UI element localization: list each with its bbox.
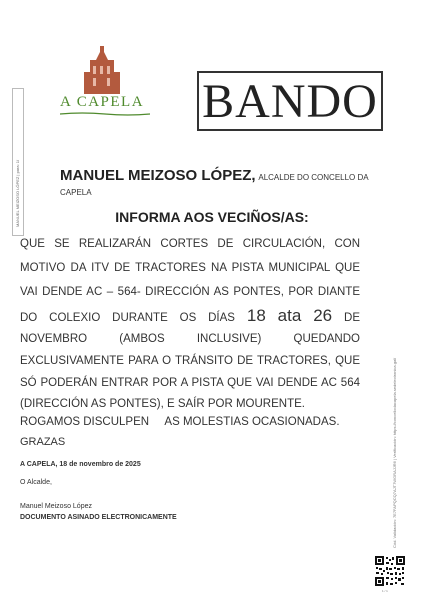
body-line-1: QUE SE REALIZARÁN CORTES DE CIRCULACIÓN, CON bbox=[20, 238, 360, 250]
castle-logo-icon bbox=[46, 46, 158, 94]
signed-note: DOCUMENTO ASINADO ELECTRONICAMENTE bbox=[20, 514, 177, 521]
body-line-9: ROGAMOS DISCULPEN AS MOLESTIAS OCASIONADAS. bbox=[20, 416, 340, 428]
body-line-4-b: DURANTE OS DÍAS bbox=[112, 312, 235, 324]
ata-word: ata bbox=[277, 306, 302, 325]
closing-text: GRAZAS bbox=[20, 436, 66, 448]
body-line-4 bbox=[20, 306, 360, 328]
signoff-text: O Alcalde, bbox=[20, 479, 52, 486]
signer-name: Manuel Meizoso López bbox=[20, 503, 92, 510]
start-day: 18 bbox=[246, 306, 266, 325]
body-line-2: MOTIVO DA ITV DE TRACTORES NA PISTA MUNICIPAL QUE bbox=[20, 262, 360, 274]
stamp-left-text: MANUEL MEIZOSO LÓPEZ | para: 1/ bbox=[15, 159, 20, 227]
logo-text: A CAPELA bbox=[59, 94, 145, 110]
body-line-6: EXCLUSIVAMENTE PARA O TRÁNSITO DE TRACTORES, QUE bbox=[20, 355, 360, 367]
validation-stamp-text: Cód. Validación: 7E7FAPQCQ7AJT7WGRAJJR6 | Verificación: https://concellodacapela.sedelectronica.gal/ bbox=[392, 357, 397, 548]
body-line-8: (DIRECCIÓN AS PONTES), E SAÍR POR MOURENTE. bbox=[20, 398, 305, 410]
body-line-3: VAI DENDE AC – 564- DIRECCIÓN AS PONTES, POR DIANTE bbox=[20, 286, 360, 298]
bando-title-box bbox=[197, 71, 383, 131]
end-day: 26 bbox=[313, 306, 333, 325]
body-line-7: SÓ PODERÁN ENTRAR POR A PISTA QUE VAI DENDE AC 564 bbox=[20, 377, 360, 389]
page-number: 1 / 1 bbox=[382, 589, 388, 593]
municipality-logo bbox=[46, 46, 158, 116]
section-heading: INFORMA AOS VECIÑOS/AS: bbox=[115, 209, 309, 225]
date-line: A CAPELA, 18 de novembro de 2025 bbox=[20, 461, 141, 468]
qr-code-icon bbox=[375, 556, 405, 586]
body-line-5: NOVEMBRO (AMBOS INCLUSIVE) QUEDANDO bbox=[20, 333, 360, 345]
author-name: MANUEL MEIZOSO LÓPEZ, bbox=[60, 167, 256, 184]
author-line bbox=[60, 168, 390, 200]
author-role: ALCALDE DO CONCELLO DA CAPELA bbox=[60, 173, 369, 197]
wave-line-icon bbox=[60, 112, 150, 116]
body-line-4-f: DE bbox=[344, 312, 360, 324]
page-title: BANDO bbox=[202, 75, 378, 128]
body-line-4-a: DO COLEXIO bbox=[20, 312, 101, 324]
